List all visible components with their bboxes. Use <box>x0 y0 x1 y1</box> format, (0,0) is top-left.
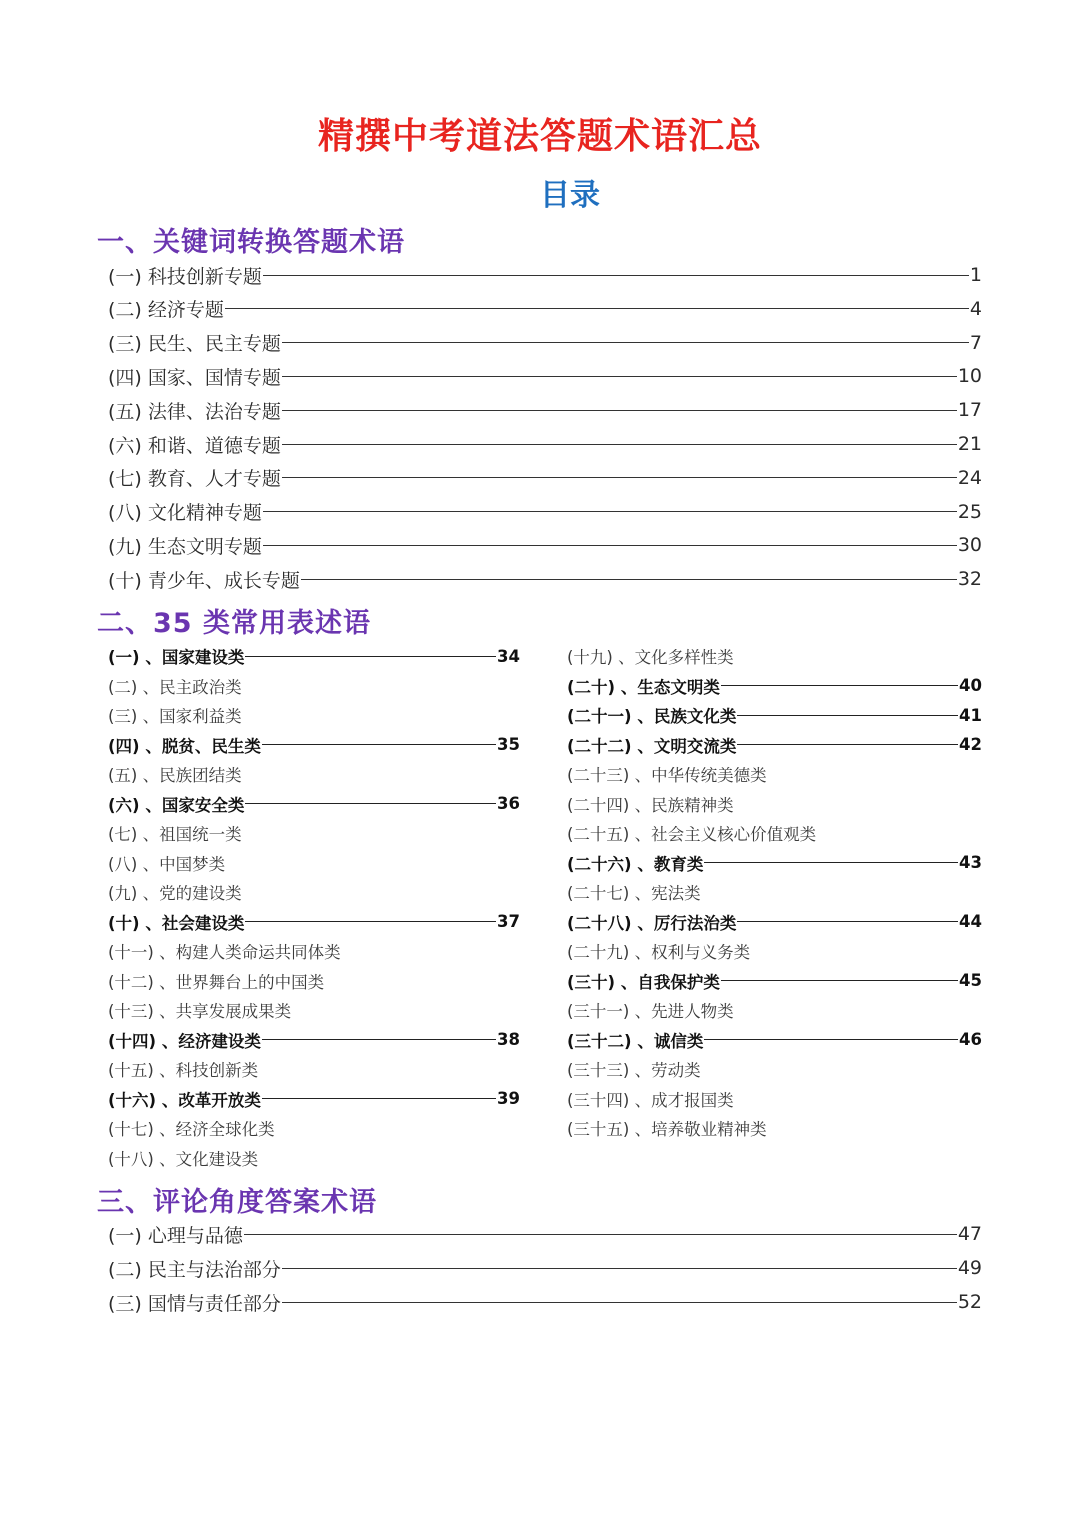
category-right-page-number: 46 <box>959 1030 982 1049</box>
category-right-entry <box>567 674 982 698</box>
category-right-entry <box>567 851 982 875</box>
review-angle-page-number: 49 <box>957 1257 982 1279</box>
category-left-entry <box>108 733 520 757</box>
review-angle-label: (三) 国情与责任部分 <box>108 1292 281 1315</box>
toc-topic-page-number: 21 <box>957 433 982 455</box>
review-angle-label: (一) 心理与品德 <box>108 1224 243 1247</box>
toc-topic-page-number: 30 <box>957 534 982 557</box>
review-angle-page-number: 52 <box>957 1291 982 1313</box>
toc-topic-entry <box>108 296 982 322</box>
category-right-entry <box>567 1087 982 1111</box>
category-right-label: (三十一) 、先进人物类 <box>567 1002 734 1021</box>
category-right-page-number: 41 <box>959 705 982 725</box>
category-left-label: (十六) 、改革开放类 <box>108 1090 261 1110</box>
category-left-label: (九) 、党的建设类 <box>108 884 242 903</box>
toc-topic-leader-line <box>282 477 957 478</box>
category-right-label: (三十二) 、诚信类 <box>567 1031 704 1051</box>
category-left-leader-line <box>262 744 496 745</box>
category-right-entry <box>567 1116 982 1140</box>
category-right-entry <box>567 880 982 904</box>
document-title: 精撰中考道法答题术语汇总 <box>317 116 762 157</box>
category-right-label: (三十五) 、培养敬业精神类 <box>567 1120 767 1139</box>
category-right-label: (三十三) 、劳动类 <box>567 1061 701 1080</box>
category-left-page-number: 38 <box>497 1030 520 1049</box>
section-heading-1: 一、关键词转换答题术语 <box>97 227 405 258</box>
category-left-entry <box>108 880 520 904</box>
category-right-page-number: 42 <box>959 735 982 754</box>
category-right-leader-line <box>721 685 958 686</box>
category-left-label: (十) 、社会建设类 <box>108 913 245 933</box>
category-right-entry <box>567 939 982 963</box>
category-left-entry <box>108 1116 520 1140</box>
category-right-entry <box>567 998 982 1022</box>
toc-topic-entry <box>108 499 982 525</box>
toc-topic-leader-line <box>301 579 957 580</box>
review-angle-label: (二) 民主与法治部分 <box>108 1258 281 1281</box>
category-left-entry <box>108 851 520 875</box>
category-right-label: (二十九) 、权利与义务类 <box>567 943 751 962</box>
category-left-label: (八) 、中国梦类 <box>108 854 226 874</box>
toc-topic-page-number: 17 <box>957 399 982 422</box>
category-left-label: (三) 、国家利益类 <box>108 707 242 726</box>
toc-topic-page-number: 4 <box>969 297 982 320</box>
toc-topic-entry <box>108 465 982 491</box>
category-right-entry <box>567 910 982 934</box>
category-left-entry <box>108 644 520 668</box>
category-right-leader-line <box>721 980 958 981</box>
toc-topic-page-number: 32 <box>957 568 982 591</box>
category-left-entry <box>108 1028 520 1052</box>
toc-topic-leader-line <box>263 511 957 512</box>
category-right-label: (二十) 、生态文明类 <box>567 677 720 697</box>
category-left-label: (七) 、祖国统一类 <box>108 825 242 844</box>
category-left-label: (六) 、国家安全类 <box>108 795 245 815</box>
category-left-entry <box>108 1057 520 1081</box>
category-left-leader-line <box>262 1098 496 1099</box>
category-right-entry <box>567 1057 982 1081</box>
toc-topic-leader-line <box>263 275 969 276</box>
category-right-leader-line <box>737 921 958 922</box>
category-left-entry <box>108 1087 520 1111</box>
toc-topic-leader-line <box>263 545 957 546</box>
category-right-label: (三十) 、自我保护类 <box>567 972 720 992</box>
review-angle-entry <box>108 1255 982 1281</box>
category-left-entry <box>108 910 520 934</box>
toc-topic-page-number: 1 <box>969 264 982 286</box>
category-right-label: (二十七) 、宪法类 <box>567 884 701 903</box>
category-right-entry <box>567 969 982 993</box>
toc-topic-leader-line <box>282 444 957 445</box>
toc-topic-label: (六) 和谐、道德专题 <box>108 434 281 457</box>
category-right-label: (二十一) 、民族文化类 <box>567 707 737 726</box>
category-left-entry <box>108 792 520 816</box>
category-left-label: (十七) 、经济全球化类 <box>108 1120 275 1139</box>
toc-topic-entry <box>108 397 982 423</box>
toc-topic-page-number: 10 <box>957 365 982 388</box>
category-left-page-number: 35 <box>497 735 520 754</box>
toc-topic-label: (五) 法律、法治专题 <box>108 400 281 423</box>
category-left-label: (二) 、民主政治类 <box>108 677 242 697</box>
review-angle-leader-line <box>244 1234 957 1235</box>
toc-topic-entry <box>108 262 982 288</box>
toc-topic-leader-line <box>282 342 969 343</box>
toc-topic-leader-line <box>282 376 957 377</box>
category-right-page-number: 44 <box>959 912 982 931</box>
toc-topic-page-number: 24 <box>957 466 982 489</box>
review-angle-leader-line <box>282 1302 957 1303</box>
category-left-label: (一) 、国家建设类 <box>108 648 245 667</box>
review-angle-page-number: 47 <box>957 1223 982 1245</box>
category-right-entry <box>567 733 982 757</box>
category-left-label: (五) 、民族团结类 <box>108 766 242 785</box>
category-right-leader-line <box>737 715 958 716</box>
category-right-label: (三十四) 、成才报国类 <box>567 1090 734 1110</box>
category-left-label: (十八) 、文化建设类 <box>108 1149 259 1169</box>
category-right-entry <box>567 821 982 845</box>
category-left-page-number: 36 <box>497 794 520 813</box>
category-left-page-number: 37 <box>497 912 520 931</box>
category-left-entry <box>108 821 520 845</box>
toc-topic-page-number: 25 <box>957 500 982 523</box>
category-right-label: (二十五) 、社会主义核心价值观类 <box>567 825 817 844</box>
toc-topic-entry <box>108 566 982 592</box>
category-left-entry <box>108 969 520 993</box>
toc-topic-label: (二) 经济专题 <box>108 299 224 322</box>
section-heading-2: 二、35 类常用表述语 <box>97 608 371 639</box>
toc-topic-label: (三) 民生、民主专题 <box>108 333 281 356</box>
toc-topic-label: (十) 青少年、成长专题 <box>108 569 300 592</box>
category-right-leader-line <box>737 744 958 745</box>
toc-subtitle: 目录 <box>540 178 600 213</box>
category-left-entry <box>108 939 520 963</box>
category-right-entry <box>567 792 982 816</box>
category-right-label: (二十八) 、厉行法治类 <box>567 913 737 933</box>
category-left-leader-line <box>245 803 496 804</box>
toc-topic-label: (九) 生态文明专题 <box>108 535 262 558</box>
category-left-entry <box>108 762 520 786</box>
category-left-label: (十三) 、共享发展成果类 <box>108 1002 292 1021</box>
category-right-label: (十九) 、文化多样性类 <box>567 648 734 667</box>
category-right-label: (二十三) 、中华传统美德类 <box>567 766 767 785</box>
toc-topic-entry <box>108 363 982 389</box>
toc-topic-label: (七) 教育、人才专题 <box>108 468 281 491</box>
category-right-label: (二十二) 、文明交流类 <box>567 736 737 756</box>
review-angle-entry <box>108 1221 982 1247</box>
category-right-leader-line <box>704 1039 958 1040</box>
category-left-label: (十五) 、科技创新类 <box>108 1061 259 1080</box>
category-left-page-number: 34 <box>497 646 520 666</box>
category-left-label: (十四) 、经济建设类 <box>108 1031 261 1051</box>
category-left-leader-line <box>245 656 496 657</box>
toc-topic-leader-line <box>282 410 957 411</box>
category-right-page-number: 45 <box>959 971 982 990</box>
category-left-entry <box>108 1146 520 1170</box>
category-right-page-number: 40 <box>959 676 982 695</box>
toc-topic-entry <box>108 532 982 558</box>
toc-topic-page-number: 7 <box>969 331 982 354</box>
toc-topic-label: (一) 科技创新专题 <box>108 265 262 288</box>
category-left-label: (十一) 、构建人类命运共同体类 <box>108 943 341 962</box>
category-right-leader-line <box>704 862 958 863</box>
review-angle-entry <box>108 1289 982 1315</box>
category-left-label: (四) 、脱贫、民生类 <box>108 736 261 756</box>
category-left-page-number: 39 <box>497 1089 520 1108</box>
toc-topic-label: (八) 文化精神专题 <box>108 502 262 525</box>
category-right-entry <box>567 762 982 786</box>
category-left-entry <box>108 674 520 698</box>
category-right-entry <box>567 644 982 668</box>
category-left-leader-line <box>245 921 496 922</box>
review-angle-leader-line <box>282 1268 957 1269</box>
category-left-entry <box>108 703 520 727</box>
category-left-entry <box>108 998 520 1022</box>
toc-topic-entry <box>108 330 982 356</box>
toc-topic-label: (四) 国家、国情专题 <box>108 366 281 389</box>
category-left-leader-line <box>262 1039 496 1040</box>
category-right-entry <box>567 703 982 727</box>
toc-topic-entry <box>108 431 982 457</box>
category-right-page-number: 43 <box>959 853 982 872</box>
category-right-entry <box>567 1028 982 1052</box>
category-right-label: (二十四) 、民族精神类 <box>567 795 734 815</box>
toc-topic-leader-line <box>225 308 969 309</box>
section-heading-3: 三、评论角度答案术语 <box>97 1187 377 1218</box>
category-left-label: (十二) 、世界舞台上的中国类 <box>108 972 325 992</box>
category-right-label: (二十六) 、教育类 <box>567 854 704 874</box>
